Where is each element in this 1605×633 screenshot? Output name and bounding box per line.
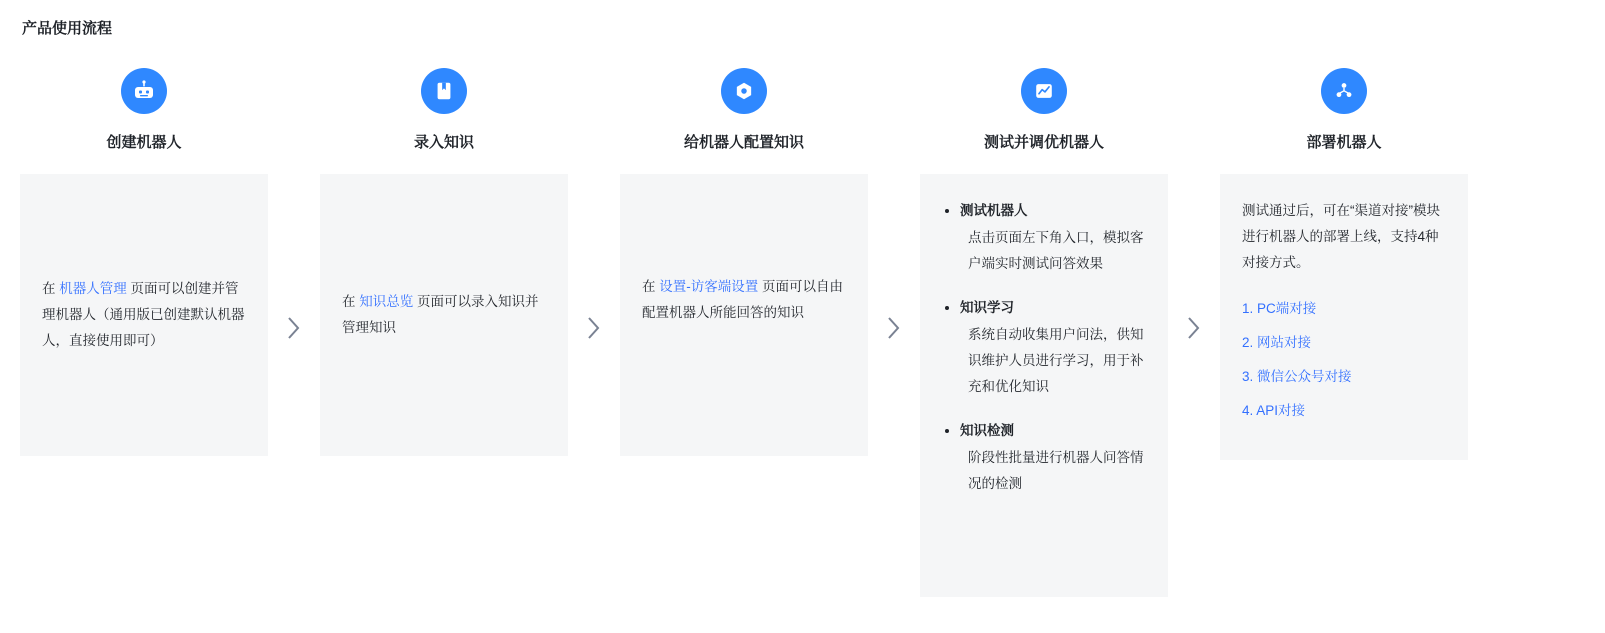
link-robot-management[interactable]: 机器人管理 xyxy=(59,281,127,296)
step-body-text xyxy=(642,274,846,326)
list-item xyxy=(960,418,1146,497)
list-item xyxy=(960,295,1146,400)
step-title: 录入知识 xyxy=(413,134,474,151)
flow-step-deploy-robot xyxy=(1220,68,1468,460)
step-title: 创建机器人 xyxy=(106,134,182,151)
book-icon xyxy=(421,68,467,114)
link-knowledge-overview[interactable]: 知识总览 xyxy=(359,294,414,309)
robot-icon xyxy=(121,68,167,114)
step-title: 给机器人配置知识 xyxy=(683,134,804,151)
text-part: 页面可以录入知识并管理知识 xyxy=(342,294,539,335)
bullet-title: • 测试机器人 xyxy=(960,203,1028,218)
deploy-nodes-icon xyxy=(1321,68,1367,114)
bullet-body: 系统自动收集用户问法，供知识维护人员进行学习，用于补充和优化知识 xyxy=(968,327,1144,394)
text-part: 页面可以创建并管理机器人（通用版已创建默认机器人，直接使用即可） xyxy=(42,281,245,348)
step-title: 测试并调优机器人 xyxy=(983,134,1104,151)
step-body-panel xyxy=(20,174,268,456)
step-body-panel xyxy=(1220,174,1468,460)
flow-step-test-optimize xyxy=(920,68,1168,597)
flow-arrow-4 xyxy=(1168,68,1220,588)
link-website-integration[interactable]: 2. 网站对接 xyxy=(1242,335,1312,350)
text-part: 在 xyxy=(42,281,60,296)
text-part: 在 xyxy=(642,279,660,294)
step-body-text: 测试通过后，可在“渠道对接”模块进行机器人的部署上线，支持4种对接方式。 xyxy=(1242,203,1440,270)
bullet-title: • 知识检测 xyxy=(960,423,1014,438)
deploy-link-list xyxy=(1242,298,1446,422)
step-body-panel xyxy=(320,174,568,456)
link-wechat-integration[interactable]: 3. 微信公众号对接 xyxy=(1242,369,1352,384)
settings-hex-icon xyxy=(721,68,767,114)
step-body-text xyxy=(342,289,546,341)
bullet-body: 阶段性批量进行机器人问答情况的检测 xyxy=(968,450,1144,491)
text-part: 页面可以自由配置机器人所能回答的知识 xyxy=(642,279,844,320)
step-title: 部署机器人 xyxy=(1306,134,1382,151)
link-api-integration[interactable]: 4. API对接 xyxy=(1242,403,1306,418)
flow-step-configure-knowledge xyxy=(620,68,868,456)
link-pc-integration[interactable]: 1. PC端对接 xyxy=(1242,301,1317,316)
bullet-body: 点击页面左下角入口，模拟客户端实时测试问答效果 xyxy=(968,230,1144,271)
flow-arrow-3 xyxy=(868,68,920,588)
link-settings-visitor[interactable]: 设置-访客端设置 xyxy=(659,279,759,294)
bullet-title: • 知识学习 xyxy=(960,300,1014,315)
page-title: 产品使用流程 xyxy=(22,20,113,37)
step-body-panel xyxy=(920,174,1168,597)
flow-step-enter-knowledge xyxy=(320,68,568,456)
step-body-text xyxy=(42,276,246,354)
bullet-list xyxy=(942,198,1146,497)
flow-arrow-1 xyxy=(268,68,320,588)
flow-step-create-robot xyxy=(20,68,268,456)
text-part: 在 xyxy=(342,294,360,309)
flow-steps-row xyxy=(20,68,1585,597)
step-body-panel xyxy=(620,174,868,456)
flow-arrow-2 xyxy=(568,68,620,588)
chart-analytics-icon xyxy=(1021,68,1067,114)
list-item xyxy=(960,198,1146,277)
